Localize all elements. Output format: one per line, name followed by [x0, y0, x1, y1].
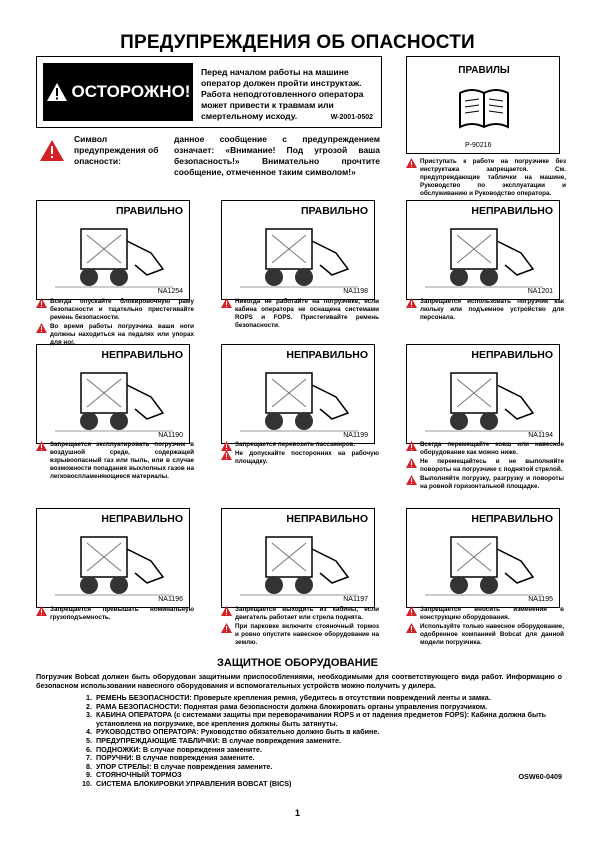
caption-row	[406, 458, 564, 474]
alert-triangle-icon	[406, 458, 417, 468]
panel-caption	[36, 298, 194, 348]
equipment-item	[80, 780, 550, 789]
panel-code: NA1197	[343, 596, 368, 603]
caption-text: Используйте только навесное оборудование, одобренное компанией Bobcat для данной модели погрузчика.	[420, 623, 564, 646]
equipment-item-number: 5.	[86, 735, 92, 745]
alert-triangle-icon	[36, 441, 47, 451]
caption-text: Не допускайте посторонних на рабочую площадку.	[235, 450, 379, 465]
alert-triangle-icon	[406, 475, 417, 485]
panel-title: НЕПРАВИЛЬНО	[471, 513, 553, 525]
warning-text: Перед началом работы на машине оператор должен пройти инструктаж. Работа неподготовленного оператора может привести к травмам или смертельному исходу.	[201, 67, 364, 121]
equipment-item-number: 8.	[86, 761, 92, 771]
alert-triangle-icon	[36, 606, 47, 616]
page-number: 1	[294, 808, 300, 818]
loader-illustration	[421, 527, 547, 599]
alert-triangle-icon	[40, 140, 64, 161]
alert-triangle-icon	[406, 623, 417, 633]
panel-caption	[221, 441, 379, 467]
caption-row	[406, 606, 564, 622]
caption-row	[221, 606, 379, 622]
manual-box	[406, 56, 560, 154]
illustration-panel	[36, 200, 190, 300]
warning-label-text: ОСТОРОЖНО!	[71, 82, 191, 101]
warning-code: W-2001-0502	[330, 114, 373, 121]
alert-triangle-icon	[221, 623, 232, 633]
warning-label	[43, 63, 193, 121]
caption-text: Выполняйте погрузку, разгрузку и повороты на ровной горизонтальной площадке.	[420, 475, 564, 490]
panel-code: NA1254	[157, 288, 183, 295]
equipment-item	[80, 711, 550, 728]
manual-warning-text: Приступать к работе на погрузчике без инструктажа запрещается. См. предупреждающие таблички на машине, Руководство по эксплуатации и обслуживанию и Руководство оператора.	[420, 158, 566, 197]
caption-text: Запрещается превышать номинальную грузоподъемность.	[50, 606, 194, 621]
equipment-item-text: РУКОВОДСТВО ОПЕРАТОРА: Руководство обязательно должно быть в кабине.	[96, 727, 380, 737]
alert-triangle-icon	[406, 158, 417, 168]
caption-row	[406, 441, 564, 457]
loader-illustration	[236, 363, 362, 435]
loader-illustration	[51, 527, 177, 599]
caption-text: Запрещается перевозить пассажиров.	[235, 441, 356, 448]
book-icon	[457, 87, 511, 131]
equipment-item-number: 1.	[86, 693, 92, 702]
equipment-item-text: СИСТЕМА БЛОКИРОВКИ УПРАВЛЕНИЯ BOBCAT (BICS)	[96, 778, 292, 788]
illustration-panel	[406, 200, 560, 300]
caption-text: Не перемещайтесь и не выполняйте повороты на погрузчике с поднятой стрелой.	[420, 458, 564, 473]
alert-triangle-icon	[221, 450, 232, 460]
equipment-item-text: УПОР СТРЕЛЫ: В случае повреждения замените.	[96, 761, 273, 771]
panel-caption	[406, 441, 564, 492]
equipment-item-text: СТОЯНОЧНЫЙ ТОРМОЗ	[96, 770, 182, 780]
equipment-item-text: ПОРУЧНИ: В случае повреждения замените.	[96, 753, 255, 763]
panel-title: НЕПРАВИЛЬНО	[471, 205, 553, 217]
panel-caption	[406, 606, 564, 648]
caption-row	[406, 623, 564, 647]
panel-code: NA1195	[528, 596, 553, 603]
alert-triangle-icon	[221, 298, 232, 308]
panel-code: NA1198	[343, 288, 368, 295]
loader-illustration	[51, 363, 177, 435]
alert-triangle-icon	[36, 298, 47, 308]
caption-text: Запрещается вносить изменения в конструкцию оборудования.	[420, 606, 564, 621]
panel-caption	[36, 606, 194, 623]
alert-triangle-icon	[36, 323, 47, 333]
equipment-item-text: РАМА БЕЗОПАСНОСТИ: Поднятая рама безопасности должна блокировать органы управления погрузчиком.	[96, 701, 488, 711]
manual-warning	[406, 158, 566, 199]
caption-row	[36, 298, 194, 322]
alert-triangle-icon	[221, 606, 232, 616]
illustration-panel	[406, 508, 560, 608]
manual-code: P-90216	[465, 142, 492, 149]
illustration-panel	[221, 200, 375, 300]
equipment-title: ЗАЩИТНОЕ ОБОРУДОВАНИЕ	[217, 657, 378, 669]
equipment-item-number: 10.	[82, 778, 92, 788]
caption-row	[406, 298, 564, 322]
panel-code: NA1196	[158, 596, 183, 603]
caption-row	[221, 450, 379, 466]
illustration-panel	[406, 344, 560, 444]
loader-illustration	[236, 527, 362, 599]
loader-illustration	[421, 219, 547, 291]
equipment-item-number: 3.	[86, 710, 92, 720]
equipment-item-number: 9.	[86, 770, 92, 780]
panel-caption	[221, 298, 379, 331]
panel-code: NA1199	[343, 432, 368, 439]
caption-row	[36, 441, 194, 481]
warning-box	[36, 56, 382, 128]
panel-title: НЕПРАВИЛЬНО	[286, 349, 368, 361]
equipment-list	[80, 694, 550, 789]
panel-caption	[221, 606, 379, 648]
panel-title: ПРАВИЛЬНО	[115, 205, 183, 217]
equipment-item-text: РЕМЕНЬ БЕЗОПАСНОСТИ: Проверьте крепления ремня, убедитесь в отсутствии повреждений ленты и замка.	[96, 693, 491, 702]
illustration-panel	[221, 508, 375, 608]
caption-row	[221, 298, 379, 330]
illustration-panel	[36, 508, 190, 608]
manual-title: ПРАВИЛЫ	[458, 65, 510, 76]
equipment-item-number: 6.	[86, 744, 92, 754]
symbol-text: данное сообщение с предупреждением означает: «Внимание! Под угрозой ваша безопасность!» Внимательно прочтите сообщение, отмеченное таким символом!»	[174, 134, 380, 177]
panel-caption	[406, 298, 564, 323]
equipment-item-number: 4.	[86, 727, 92, 737]
caption-text: Всегда перемещайте ковш или навесное оборудование как можно ниже.	[420, 441, 564, 456]
panel-code: NA1190	[158, 432, 183, 439]
loader-illustration	[421, 363, 547, 435]
equipment-item-text: КАБИНА ОПЕРАТОРА (с системами защиты при переворачивании ROPS и от падения предметов FOPS): Кабина должна быть установлена на погрузчике, все крепления должны быть затянуты.	[96, 710, 547, 728]
caption-text: Всегда опускайте блокировочную раму безопасности и тщательно пристегивайте ремень безопасности.	[50, 298, 194, 321]
caption-row	[406, 475, 564, 491]
panel-code: NA1194	[528, 432, 553, 439]
equipment-code: OSW60-0409	[518, 772, 562, 781]
page-title: ПРЕДУПРЕЖДЕНИЯ ОБ ОПАСНОСТИ	[120, 32, 475, 53]
equipment-item-text: ПОДНОЖКИ: В случае повреждения замените.	[96, 744, 262, 754]
alert-triangle-icon	[406, 298, 417, 308]
illustration-panel	[36, 344, 190, 444]
caption-row	[221, 623, 379, 647]
caption-text: Запрещается выходить из кабины, если двигатель работает или стрела поднята.	[235, 606, 379, 621]
warning-triangle-icon	[46, 82, 68, 102]
caption-row	[221, 441, 379, 449]
illustration-panel	[221, 344, 375, 444]
caption-text: Запрещается использовать погрузчик как люльку или подъемное устройство для персонала.	[420, 298, 564, 321]
equipment-item-text: ПРЕДУПРЕЖДАЮЩИЕ ТАБЛИЧКИ: В случае повреждения замените.	[96, 735, 341, 745]
equipment-intro: Погрузчик Bobcat должен быть оборудован защитными приспособлениями, необходимыми для соответствующего вида работ. Информацию о безопасном использовании навесного оборудования и вспомогательных устройств можно получить у дилера.	[36, 672, 562, 690]
equipment-item-number: 7.	[86, 753, 92, 763]
caption-text: Во время работы погрузчика ваши ноги должны находиться на педалях или упорах для ног.	[50, 323, 194, 346]
loader-illustration	[236, 219, 362, 291]
panel-title: НЕПРАВИЛЬНО	[471, 349, 553, 361]
caption-text: Запрещается эксплуатировать погрузчик в воздушной среде, содержащей взрывоопасный газ или пыль, или в случае возможности попадания выхлопных газов на легковоспламеняющиеся материалы.	[50, 441, 194, 480]
alert-triangle-icon	[406, 606, 417, 616]
panel-caption	[36, 441, 194, 482]
panel-title: НЕПРАВИЛЬНО	[101, 349, 183, 361]
caption-row	[36, 606, 194, 622]
caption-text: При парковке включите стояночный тормоз и ровно опустите навесное оборудование на землю.	[235, 623, 379, 646]
panel-code: NA1201	[527, 288, 553, 295]
caption-text: Никогда не работайте на погрузчике, если кабина оператора не оснащена системами ROPS и FOPS. Пристегивайте ремень безопасности.	[235, 298, 379, 329]
panel-title: НЕПРАВИЛЬНО	[101, 513, 183, 525]
symbol-label: Символ предупреждения об опасности:	[74, 134, 159, 166]
alert-triangle-icon	[406, 441, 417, 451]
panel-title: НЕПРАВИЛЬНО	[286, 513, 368, 525]
panel-title: ПРАВИЛЬНО	[300, 205, 368, 217]
equipment-item-number: 2.	[86, 701, 92, 711]
loader-illustration	[51, 219, 177, 291]
